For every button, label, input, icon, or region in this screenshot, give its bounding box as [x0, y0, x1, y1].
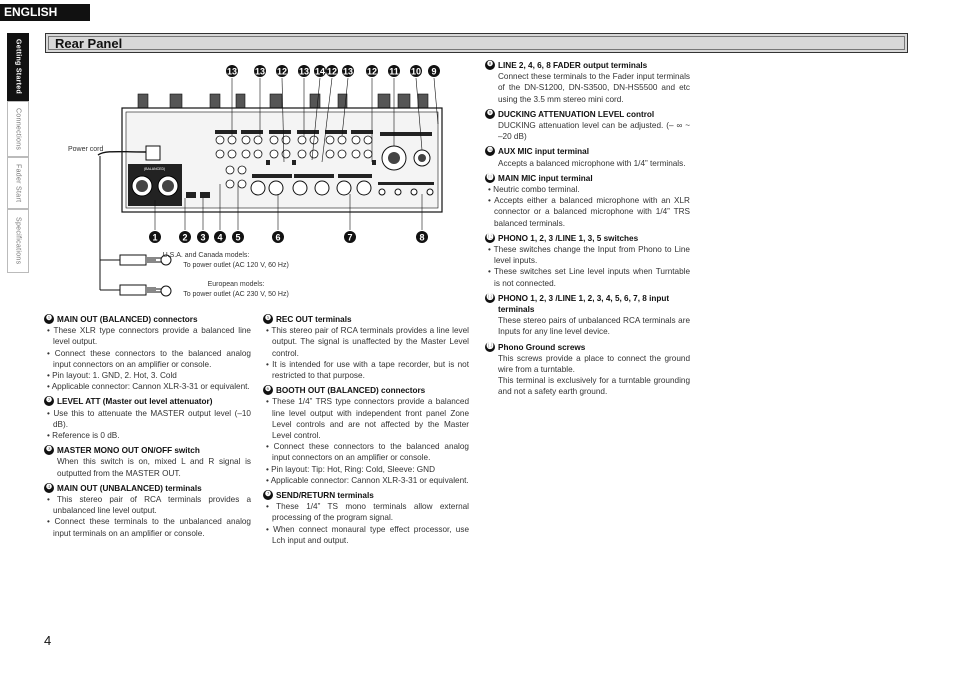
svg-text:(BALANCED): (BALANCED): [144, 167, 166, 171]
svg-text:6: 6: [275, 232, 281, 243]
section-heading: [485, 342, 690, 353]
callout-number: ❻: [264, 386, 272, 394]
paragraph-text: This screws provide a place to connect the ground wire from a turntable.: [498, 353, 690, 375]
svg-text:1: 1: [152, 232, 158, 243]
svg-text:4: 4: [217, 232, 223, 243]
section-heading-text: Phono Ground screws: [498, 342, 586, 352]
side-nav-specifications[interactable]: [7, 209, 29, 273]
section-heading: [44, 445, 251, 456]
section-heading: [485, 146, 690, 157]
bullet-text: • Connect these connectors to the balanced analog input connectors on an amplifier or console.: [44, 348, 251, 370]
side-nav-getting-started[interactable]: [7, 33, 29, 101]
callout-number: ❿: [486, 147, 494, 155]
side-nav-label: Getting Started: [14, 39, 22, 95]
page-title: Rear Panel: [55, 36, 123, 51]
page-number: 4: [44, 633, 52, 648]
side-nav-label: Connections: [14, 107, 22, 151]
description-column-2: [263, 310, 469, 546]
section-heading: [263, 385, 469, 396]
section-heading-text: LEVEL ATT (Master out level attenuator): [57, 397, 213, 407]
svg-text:2: 2: [182, 232, 188, 243]
callout-number: ❼: [264, 491, 272, 499]
side-nav-fader-start[interactable]: [7, 157, 29, 209]
section-heading: [44, 396, 251, 407]
svg-text:8: 8: [419, 232, 425, 243]
section-heading: [485, 60, 690, 71]
section-heading-text: MAIN OUT (BALANCED) connectors: [57, 315, 198, 324]
svg-text:7: 7: [347, 232, 353, 243]
section-heading: [44, 314, 251, 325]
section-heading-text: MAIN MIC input terminal: [498, 173, 593, 183]
section-heading-text: SEND/RETURN terminals: [276, 491, 374, 501]
side-nav-label: Specifications: [14, 217, 22, 265]
section-heading-text: PHONO 1, 2, 3 /LINE 1, 2, 3, 4, 5, 6, 7, 8 input terminals: [498, 293, 670, 315]
rear-panel-diagram: [60, 60, 480, 310]
svg-text:13: 13: [254, 66, 266, 77]
top-callouts: [226, 65, 440, 77]
description-column-1: [44, 310, 251, 539]
paragraph-text: DUCKING attenuation level can be adjusted. (– ∞ ~ –20 dB): [498, 121, 690, 142]
section-heading: [485, 173, 690, 184]
section-heading-text: AUX MIC input terminal: [498, 147, 589, 157]
bullet-text: • This stereo pair of RCA terminals provides a line level output. The signal is unaffected by the Master Level control.: [263, 325, 469, 359]
paragraph-text: Accepts a balanced microphone with 1/4” terminals.: [498, 158, 686, 168]
bullet-text: • Pin layout: 1. GND, 2. Hot, 3. Cold: [44, 370, 251, 381]
paragraph-text: These stereo pairs of unbalanced RCA terminals are Inputs for any line level device.: [498, 316, 690, 337]
callout-number: ❶: [45, 315, 53, 322]
side-nav-connections[interactable]: [7, 101, 29, 157]
bullet-text: • Accepts either a balanced microphone with an XLR connector or a balanced microphone with 1/4” TRS balanced terminals.: [485, 195, 690, 229]
section-heading: [263, 490, 469, 501]
svg-text:9: 9: [431, 66, 437, 77]
section-heading: [485, 233, 690, 244]
svg-text:12: 12: [326, 66, 338, 77]
section-heading-text: BOOTH OUT (BALANCED) connectors: [276, 386, 426, 396]
svg-text:12: 12: [276, 66, 288, 77]
section-heading: [485, 293, 690, 315]
section-heading-text: PHONO 1, 2, 3 /LINE 1, 3, 5 switches: [498, 233, 639, 243]
svg-text:13: 13: [226, 66, 238, 77]
svg-text:12: 12: [366, 66, 378, 77]
paragraph-text: This terminal is exclusively for a turntable grounding and not a safety earth ground.: [498, 376, 690, 397]
svg-text:10: 10: [410, 66, 422, 77]
bullet-text: • Neutric combo terminal.: [485, 184, 690, 195]
callout-number: ❷: [45, 397, 53, 405]
callout-number: ❸: [45, 446, 53, 454]
paragraph-text: When this switch is on, mixed L and R signal is outputted from the MASTER OUT.: [57, 457, 251, 478]
bullet-text: • Applicable connector: Cannon XLR-3-31 or equivalent.: [263, 475, 469, 486]
callout-number: ❾: [486, 109, 494, 117]
callout-number: ⓬: [486, 233, 494, 241]
svg-text:13: 13: [298, 66, 310, 77]
svg-text:5: 5: [235, 232, 241, 243]
svg-text:14: 14: [314, 66, 326, 77]
power-cord-label: Power cord: [68, 146, 104, 153]
svg-text:3: 3: [200, 232, 206, 243]
us-outlet-label: To power outlet (AC 120 V, 60 Hz): [183, 262, 289, 269]
section-heading-text: REC OUT terminals: [276, 315, 352, 324]
section-title-bar: [45, 33, 908, 53]
bullet-text: • Pin layout: Tip: Hot, Ring: Cold, Sleeve: GND: [263, 464, 469, 475]
bullet-text: • When connect monaural type effect processor, use Lch input and output.: [263, 524, 469, 546]
callout-number: ❺: [264, 315, 272, 322]
bullet-text: • Connect these terminals to the unbalanced analog input terminals on an amplifier or console.: [44, 516, 251, 538]
callout-number: ⓮: [486, 342, 494, 350]
callout-number: ❽: [486, 61, 494, 68]
callout-number: ⓭: [486, 293, 494, 301]
bullet-text: • This stereo pair of RCA terminals provides a unbalanced line level output.: [44, 494, 251, 516]
bullet-text: • These 1/4” TS mono terminals allow external processing of the program signal.: [263, 501, 469, 523]
us-model-label: U.S.A. and Canada models:: [162, 252, 250, 259]
svg-text:13: 13: [342, 66, 354, 77]
eu-outlet-label: To power outlet (AC 230 V, 50 Hz): [183, 291, 289, 298]
eu-model-label: European models:: [207, 281, 265, 288]
section-heading-text: LINE 2, 4, 6, 8 FADER output terminals: [498, 61, 648, 70]
section-heading-text: MAIN OUT (UNBALANCED) terminals: [57, 483, 202, 493]
section-heading: [44, 483, 251, 494]
callout-number: ❹: [45, 483, 53, 491]
section-heading-text: DUCKING ATTENUATION LEVEL control: [498, 109, 655, 119]
bullet-text: • These switches set Line level inputs when Turntable is not connected.: [485, 266, 690, 288]
section-heading: [485, 109, 690, 120]
callout-number: ⓫: [486, 173, 494, 181]
description-column-3: [485, 56, 690, 398]
section-heading: [263, 314, 469, 325]
side-nav: [7, 33, 29, 273]
side-nav-label: Fader Start: [14, 163, 22, 203]
language-tab: ENGLISH: [0, 4, 90, 21]
bullet-text: • These 1/4” TRS type connectors provide a balanced line level output with independent front panel Zone Level controls and are not affected by the Master Level control.: [263, 396, 469, 441]
paragraph-text: Connect these terminals to the Fader input terminals of the DN-S1200, DN-S3500, DN-HS5500 and etc using the 3.5 mm stereo mini cord.: [498, 72, 690, 104]
bullet-text: • Connect these connectors to the balanced analog input connectors on an amplifier or console.: [263, 441, 469, 463]
bullet-text: • Use this to attenuate the MASTER output level (–10 dB).: [44, 408, 251, 430]
section-heading-text: MASTER MONO OUT ON/OFF switch: [57, 446, 200, 456]
bullet-text: • It is intended for use with a tape recorder, but is not restricted to that purpose.: [263, 359, 469, 381]
bullet-text: • These XLR type connectors provide a balanced line level output.: [44, 325, 251, 347]
bullet-text: • Applicable connector: Cannon XLR-3-31 or equivalent.: [44, 381, 251, 392]
bottom-callouts: [149, 231, 428, 243]
bullet-text: • These switches change the Input from Phono to Line level inputs.: [485, 244, 690, 266]
svg-text:11: 11: [389, 66, 399, 77]
bullet-text: • Reference is 0 dB.: [44, 430, 251, 441]
